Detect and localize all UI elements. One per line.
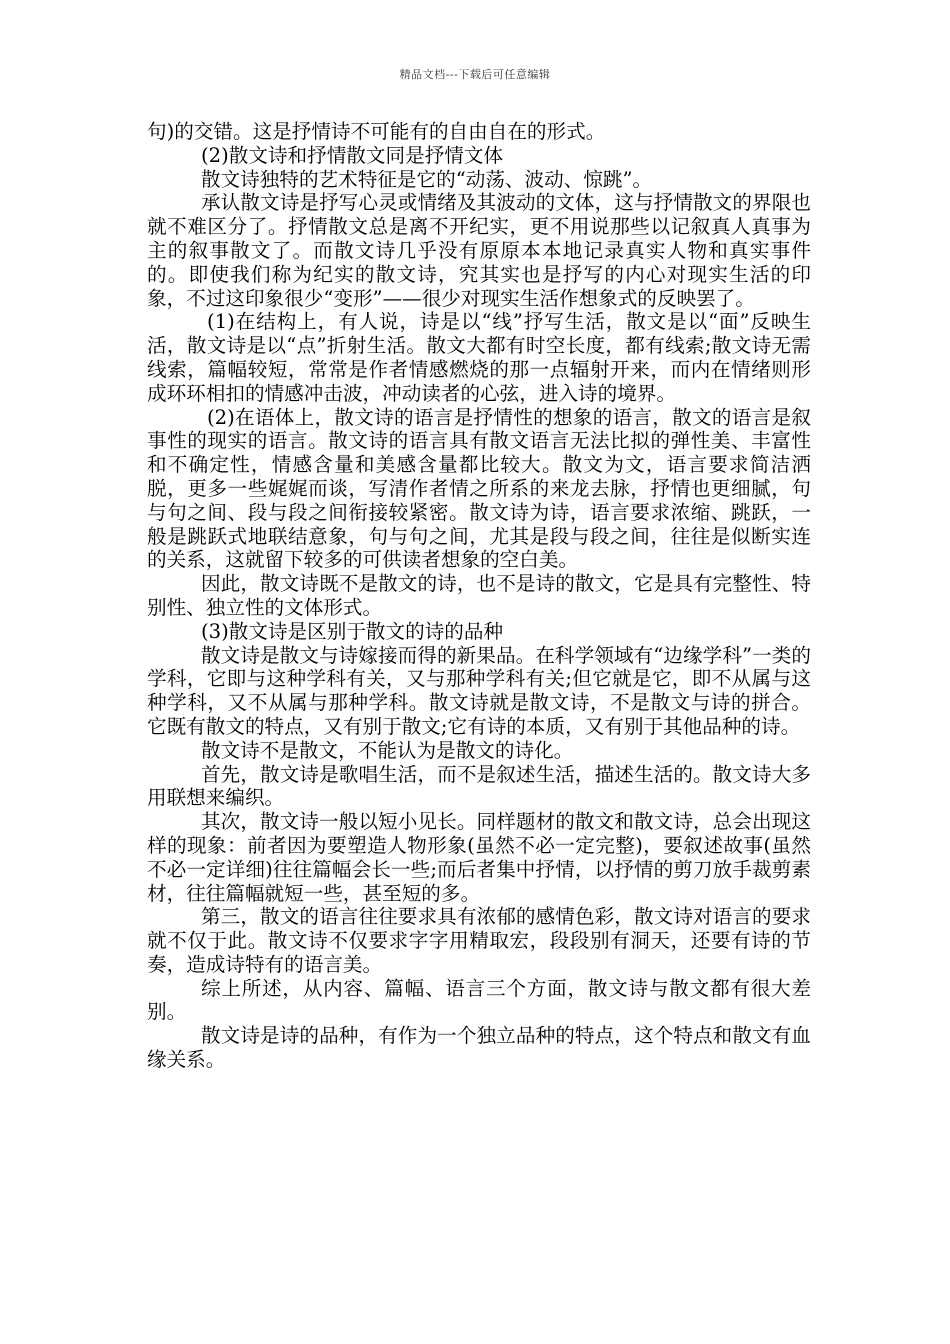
paragraph: 散文诗独特的艺术特征是它的“动荡、波动、惊跳”。: [201, 167, 653, 191]
paragraph: 散文诗不是散文，不能认为是散文的诗化。: [201, 738, 574, 762]
section-heading: (3)散文诗是区别于散文的诗的品种: [201, 619, 504, 643]
paragraph: 综上所述，从内容、篇幅、语言三个方面，散文诗与散文都有很大差别。: [147, 976, 811, 1024]
paragraph: 句)的交错。这是抒情诗不可能有的自由自在的形式。: [147, 120, 606, 143]
paragraph: (1)在结构上，有人说，诗是以“线”抒写生活，散文是以“面”反映生活，散文诗是以“点”折射生活。散文大都有时空长度，都有线索;散文诗无需线索，篇幅较短，常常是作者情感燃烧的那一点辐射开来，而内在情绪则形成环环相扣的情感冲击波，冲动读者的心弦，进入诗的境界。: [147, 310, 811, 405]
paragraph: (2)在语体上，散文诗的语言是抒情性的想象的语言，散文的语言是叙事性的现实的语言。散文诗的语言具有散文语言无法比拟的弹性美、丰富性和不确定性，情感含量和美感含量都比较大。散文为文，语言要求简洁洒脱，更多一些娓娓而谈，写清作者情之所系的来龙去脉，抒情也更细腻，句与句之间、段与段之间衔接较紧密。散文诗为诗，语言要求浓缩、跳跃，一般是跳跃式地联结意象，句与句之间，尤其是段与段之间，往往是似断实连的关系，这就留下较多的可供读者想象的空白美。: [147, 405, 811, 572]
paragraph: 第三，散文的语言往往要求具有浓郁的感情色彩，散文诗对语言的要求就不仅于此。散文诗不仅要求字字用精取宏，段段别有洞天，还要有诗的节奏，造成诗特有的语言美。: [147, 905, 811, 976]
paragraph: 其次，散文诗一般以短小见长。同样题材的散文和散文诗，总会出现这样的现象：前者因为要塑造人物形象(虽然不必一定完整)，要叙述故事(虽然不必一定详细)往往篇幅会长一些;而后者集中抒情，以抒情的剪刀放手裁剪素材，往往篇幅就短一些，甚至短的多。: [147, 810, 811, 905]
paragraph: 散文诗是诗的品种，有作为一个独立品种的特点，这个特点和散文有血缘关系。: [147, 1024, 811, 1072]
paragraph: 因此，散文诗既不是散文的诗，也不是诗的散文，它是具有完整性、特别性、独立性的文体形式。: [147, 572, 811, 619]
section-heading: (2)散文诗和抒情散文同是抒情文体: [201, 143, 504, 167]
document-body: [147, 120, 811, 1072]
paragraph: 首先，散文诗是歌唱生活，而不是叙述生活，描述生活的。散文诗大多用联想来编织。: [147, 762, 811, 810]
page-header: 精品文档---下载后可任意编辑: [399, 68, 551, 81]
paragraph: 承认散文诗是抒写心灵或情绪及其波动的文体，这与抒情散文的界限也就不难区分了。抒情散文总是离不开纪实，更不用说那些以记叙真人真事为主的叙事散文了。而散文诗几乎没有原原本本地记录真实人物和真实事件的。即使我们称为纪实的散文诗，究其实也是抒写的内心对现实生活的印象，不过这印象很少“变形”——很少对现实生活作想象式的反映罢了。: [147, 191, 811, 310]
paragraph: 散文诗是散文与诗嫁接而得的新果品。在科学领域有“边缘学科”一类的学科，它即与这种学科有关，又与那种学科有关;但它就是它，即不从属与这种学科，又不从属与那种学科。散文诗就是散文诗，不是散文与诗的拼合。它既有散文的特点，又有别于散文;它有诗的本质，又有别于其他品种的诗。: [147, 643, 811, 738]
